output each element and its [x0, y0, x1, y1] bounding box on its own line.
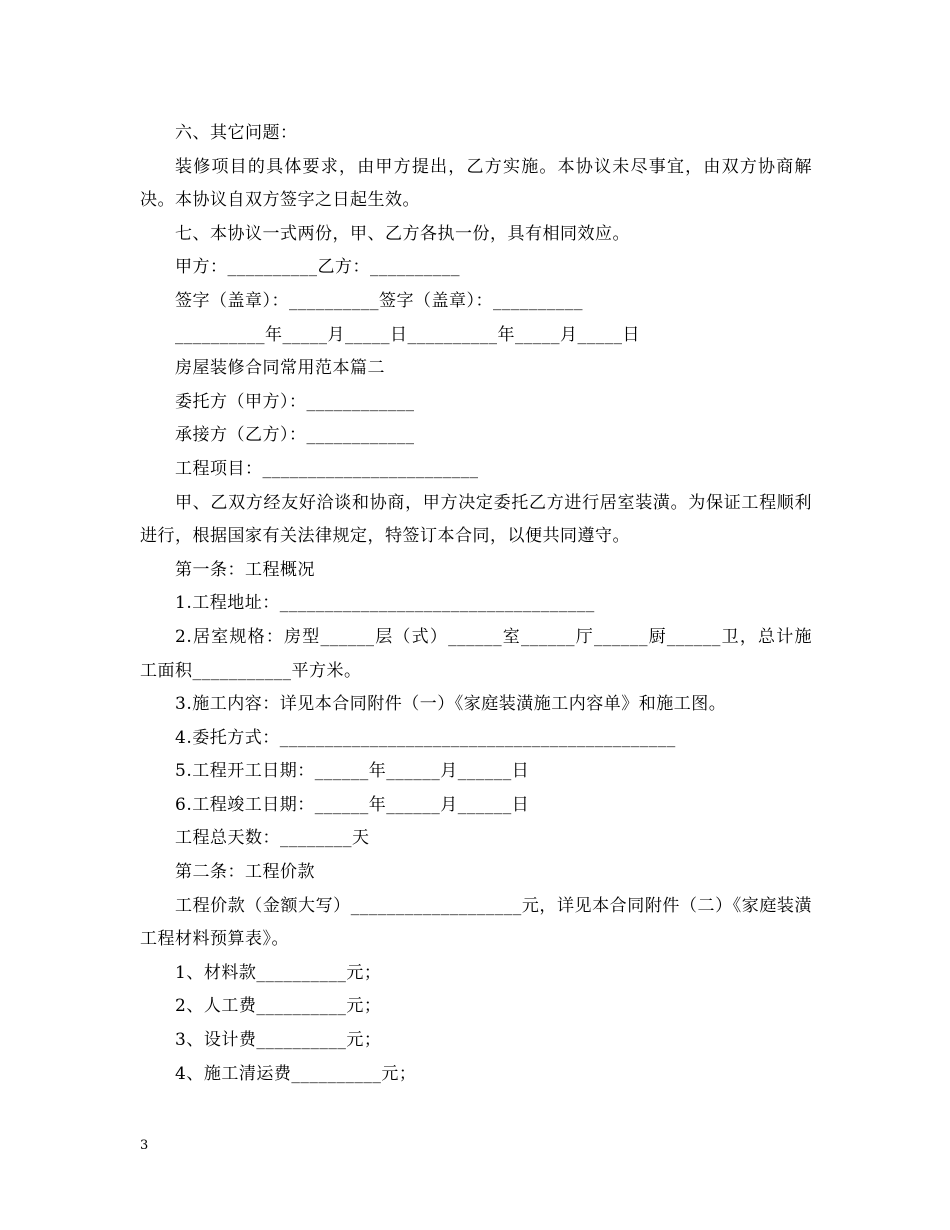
design-fee-line: 3、设计费__________元； [175, 1030, 382, 1051]
document-body [140, 117, 812, 1091]
section-heading-other-issues: 六、其它问题： [175, 123, 298, 143]
total-days-line: 工程总天数：________天 [175, 828, 370, 849]
project-address-line: 1.工程地址：___________________________________ [175, 593, 595, 614]
contractor-party-line: 承接方（乙方）：____________ [175, 425, 415, 446]
signature-seal-line: 签字（盖章）：__________签字（盖章）：__________ [175, 290, 583, 311]
commission-method-line: 4.委托方式：____________________________________________ [175, 727, 676, 748]
client-party-line: 委托方（甲方）：____________ [175, 391, 415, 412]
construction-content-line: 3.施工内容：详见本合同附件（一）《家庭装潢施工内容单》和施工图。 [175, 694, 727, 715]
start-date-line: 5.工程开工日期：______年______月______日 [175, 761, 530, 782]
materials-fee-line: 1、材料款__________元； [175, 962, 382, 983]
paragraph: 甲、乙双方经友好洽谈和协商，甲方决定委托乙方进行居室装潢。为保证工程顺利进行，根据国家有关法律规定，特签订本合同，以便共同遵守。 [140, 492, 812, 547]
cleanup-fee-line: 4、施工清运费__________元； [175, 1063, 417, 1084]
signature-date-line: __________年_____月_____日__________年_____月_____日 [175, 324, 640, 345]
signature-parties-line: 甲方：__________乙方：__________ [175, 257, 460, 278]
article-heading: 第一条：工程概况 [175, 559, 315, 580]
paragraph: 七、本协议一式两份，甲、乙方各执一份，具有相同效应。 [175, 223, 630, 244]
paragraph: 装修项目的具体要求，由甲方提出，乙方实施。本协议未尽事宜，由双方协商解决。本协议自双方签字之日起生效。 [140, 156, 812, 211]
article-heading: 第二条：工程价款 [175, 862, 315, 883]
completion-date-line: 6.工程竣工日期：______年______月______日 [175, 794, 530, 815]
page-number: 3 [140, 1138, 149, 1153]
contract-section-title: 房屋装修合同常用范本篇二 [175, 358, 385, 379]
project-line: 工程项目：________________________ [175, 458, 479, 479]
project-price-line: 工程价款（金额大写）___________________元，详见本合同附件（二）《家庭装潢工程材料预算表》。 [140, 895, 812, 950]
labor-fee-line: 2、人工费__________元； [175, 996, 382, 1017]
room-specification-line: 2.居室规格：房型______层（式）______室______厅______厨______卫，总计施工面积___________平方米。 [140, 626, 812, 681]
